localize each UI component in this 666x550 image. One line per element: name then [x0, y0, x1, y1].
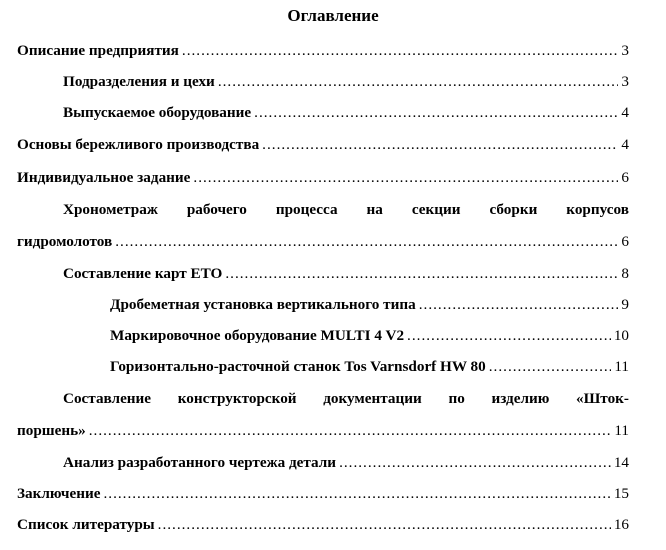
toc-word: документации — [323, 390, 422, 407]
dot-leader — [182, 40, 619, 62]
toc-word: изделию — [491, 390, 550, 407]
toc-word: конструкторской — [177, 390, 297, 407]
toc-entry-timing-line2[interactable] — [17, 231, 629, 253]
toc-entry-text: Выпускаемое оборудование — [63, 104, 252, 121]
toc-entry-design-docs-line1[interactable] — [63, 388, 629, 410]
toc-page-number: 8 — [621, 265, 629, 282]
dot-leader — [489, 356, 612, 378]
toc-entry-design-docs-line2[interactable] — [17, 420, 629, 442]
dot-leader — [103, 483, 610, 505]
dot-leader — [193, 167, 618, 189]
dot-leader — [218, 71, 619, 93]
dot-leader — [419, 294, 619, 316]
toc-entry-references[interactable] — [17, 514, 629, 536]
dot-leader — [225, 263, 618, 285]
toc-entry-equipment[interactable] — [63, 102, 629, 124]
dot-leader — [158, 514, 611, 536]
toc-entry-marking-equipment[interactable] — [110, 325, 629, 347]
toc-page-number: 15 — [613, 485, 629, 502]
toc-entry-drawing-analysis[interactable] — [63, 452, 629, 474]
dot-leader — [339, 452, 611, 474]
toc-title: Оглавление — [287, 6, 379, 25]
toc-entry-text: гидромолотов — [17, 233, 113, 250]
toc-entry-text: Основы бережливого производства — [17, 136, 260, 153]
toc-page-number: 16 — [613, 516, 629, 533]
toc-word: «Шток- — [576, 390, 629, 407]
dot-leader — [254, 102, 618, 124]
dot-leader — [115, 231, 618, 253]
toc-entry-text: Составление карт ЕТО — [63, 265, 223, 282]
toc-entry-departments[interactable] — [63, 71, 629, 93]
toc-entry-lean-basics[interactable] — [17, 134, 629, 156]
toc-entry-text: Дробеметная установка вертикального типа — [110, 296, 416, 313]
toc-page-number: 6 — [621, 169, 629, 186]
dot-leader — [89, 420, 612, 442]
toc-entry-text: Описание предприятия — [17, 42, 179, 59]
toc-page-number: 3 — [621, 42, 629, 59]
toc-word: по — [448, 390, 465, 407]
toc-entry-individual-task[interactable] — [17, 167, 629, 189]
toc-page-number: 4 — [621, 104, 629, 121]
toc-page-number: 4 — [621, 136, 629, 153]
toc-entry-text: Индивидуальное задание — [17, 169, 191, 186]
toc-word: на — [366, 201, 383, 218]
toc-entry-company-description[interactable] — [17, 40, 629, 62]
toc-entry-eto-cards[interactable] — [63, 263, 629, 285]
toc-page-number: 3 — [621, 73, 629, 90]
toc-page-number: 11 — [614, 422, 629, 439]
toc-word: процесса — [275, 201, 338, 218]
toc-entry-boring-machine[interactable] — [110, 356, 629, 378]
toc-entry-text: Маркировочное оборудование MULTI 4 V2 — [110, 327, 405, 344]
toc-word: сборки — [489, 201, 538, 218]
toc-entry-text: поршень» — [17, 422, 86, 439]
toc-word: корпусов — [566, 201, 629, 218]
toc-page-number: 10 — [613, 327, 629, 344]
dot-leader — [262, 134, 618, 156]
toc-entry-conclusion[interactable] — [17, 483, 629, 505]
toc-word: секции — [411, 201, 461, 218]
toc-page-number: 11 — [614, 358, 629, 375]
toc-entry-timing-line1[interactable] — [63, 199, 629, 221]
toc-entry-text: Горизонтально-расточной станок Tos Varnsdorf HW 80 — [110, 358, 486, 375]
toc-word: Хронометраж — [63, 201, 158, 218]
toc-page-number: 14 — [613, 454, 629, 471]
toc-entry-text: Подразделения и цехи — [63, 73, 215, 90]
toc-entry-shot-blasting[interactable] — [110, 294, 629, 316]
toc-page-number: 6 — [621, 233, 629, 250]
toc-entry-text: Анализ разработанного чертежа детали — [63, 454, 337, 471]
dot-leader — [407, 325, 611, 347]
toc-entry-text: Заключение — [17, 485, 101, 502]
toc-word: рабочего — [186, 201, 247, 218]
toc-page-number: 9 — [621, 296, 629, 313]
toc-entry-text: Список литературы — [17, 516, 155, 533]
toc-word: Составление — [63, 390, 152, 407]
